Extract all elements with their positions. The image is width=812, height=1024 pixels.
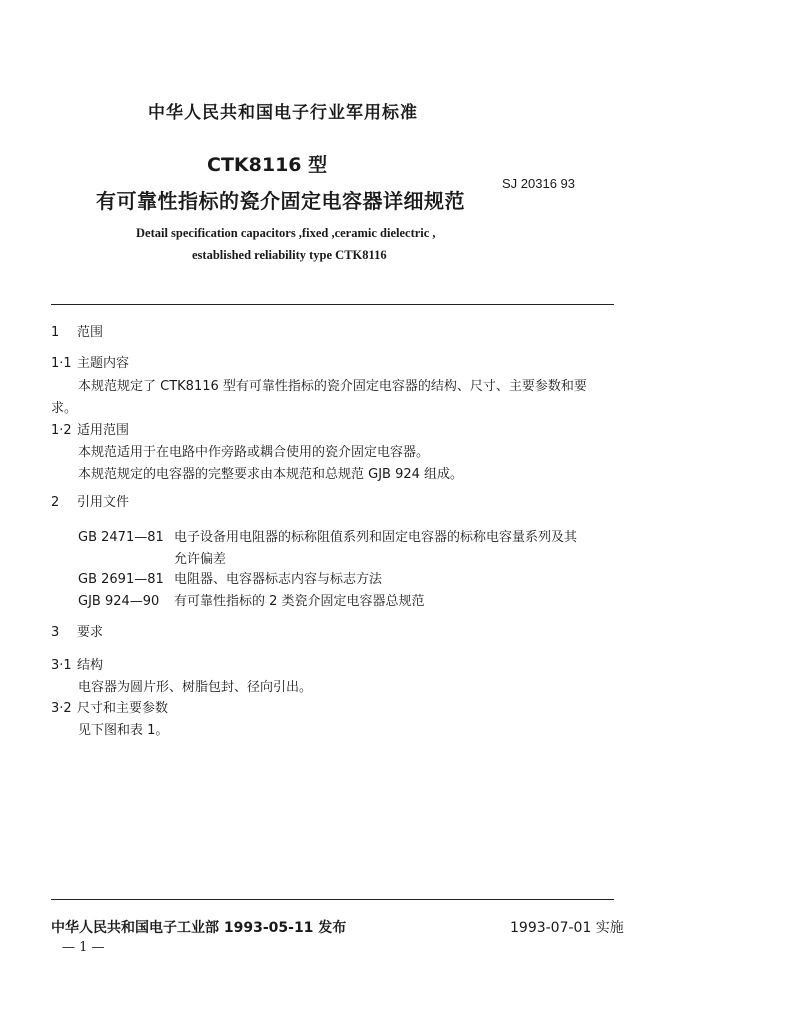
section-number: 3·1 <box>51 658 72 673</box>
document-title-en-line2: established reliability type CTK8116 <box>192 248 387 262</box>
paragraph: 本规范规定了 CTK8116 型有可靠性指标的瓷介固定电容器的结构、尺寸、主要参数和要 <box>78 379 587 394</box>
section-1-heading <box>51 321 103 340</box>
reference-code: GJB 924—90 <box>78 594 160 609</box>
section-number: 1 <box>51 325 60 340</box>
section-title: 范围 <box>77 325 104 340</box>
section-3-1-heading <box>51 654 103 673</box>
document-title-en-line1: Detail specification capacitors ,fixed ,ceramic dielectric , <box>136 226 436 240</box>
reference-item <box>78 568 382 587</box>
page-number: — 1 — <box>62 940 105 955</box>
reference-title-continued: 允许偏差 <box>174 552 227 567</box>
reference-title: 有可靠性指标的 2 类瓷介固定电容器总规范 <box>174 594 425 609</box>
section-number: 1·2 <box>51 423 72 438</box>
section-title: 适用范围 <box>77 423 130 438</box>
section-2-heading <box>51 491 129 510</box>
document-title-cn: 有可靠性指标的瓷介固定电容器详细规范 <box>96 189 465 213</box>
section-title: 主题内容 <box>77 356 130 371</box>
footer-divider <box>51 899 614 900</box>
effective-date: 1993-07-01 实施 <box>510 920 624 936</box>
section-3-heading <box>51 621 103 640</box>
header-divider <box>51 304 614 305</box>
standard-category: 中华人民共和国电子行业军用标准 <box>148 103 418 123</box>
section-title: 尺寸和主要参数 <box>77 701 169 716</box>
section-1-2-heading <box>51 419 129 438</box>
paragraph: 求。 <box>51 401 78 416</box>
product-model: CTK8116 型 <box>207 154 328 176</box>
paragraph: 本规范规定的电容器的完整要求由本规范和总规范 GJB 924 组成。 <box>78 467 464 482</box>
section-number: 2 <box>51 495 60 510</box>
standard-number: SJ 20316 93 <box>502 176 576 191</box>
reference-item <box>78 590 425 609</box>
issuer-date: 中华人民共和国电子工业部 1993-05-11 发布 <box>51 920 347 936</box>
section-number: 3·2 <box>51 701 72 716</box>
section-title: 引用文件 <box>77 495 130 510</box>
section-1-1-heading <box>51 352 129 371</box>
reference-title: 电阻器、电容器标志内容与标志方法 <box>174 572 383 587</box>
section-number: 1·1 <box>51 356 72 371</box>
reference-item <box>78 526 577 545</box>
section-title: 要求 <box>77 625 104 640</box>
paragraph: 见下图和表 1。 <box>78 723 169 738</box>
reference-code: GB 2691—81 <box>78 572 164 587</box>
paragraph: 电容器为圆片形、树脂包封、径向引出。 <box>78 680 313 695</box>
section-number: 3 <box>51 625 60 640</box>
section-title: 结构 <box>77 658 104 673</box>
reference-code: GB 2471—81 <box>78 530 164 545</box>
reference-title: 电子设备用电阻器的标称阻值系列和固定电容器的标称电容量系列及其 <box>174 530 578 545</box>
section-3-2-heading <box>51 697 168 716</box>
paragraph: 本规范适用于在电路中作旁路或耦合使用的瓷介固定电容器。 <box>78 445 430 460</box>
